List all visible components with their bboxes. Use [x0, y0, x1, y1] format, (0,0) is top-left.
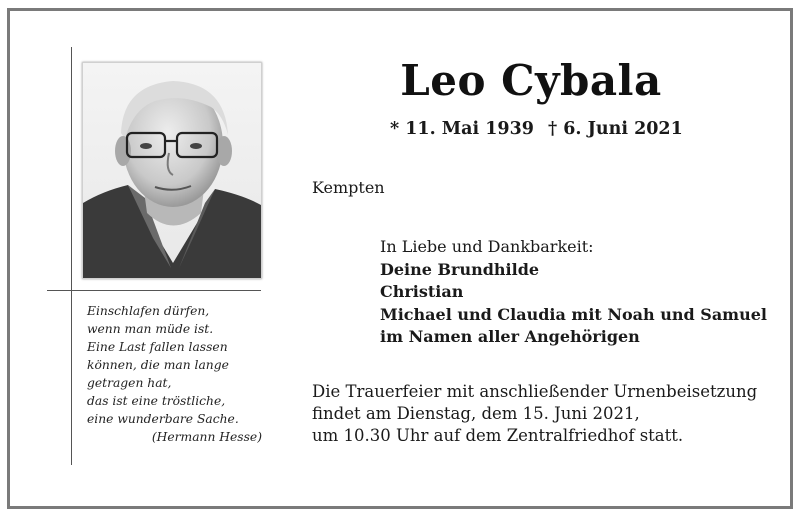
place: Kempten: [312, 178, 385, 197]
funeral-line: findet am Dienstag, dem 15. Juni 2021,: [312, 404, 640, 423]
mourner-line: Deine Brundhilde: [380, 259, 540, 279]
vertical-divider: [71, 47, 72, 465]
mourners-intro: In Liebe und Dankbarkeit:: [380, 237, 594, 256]
poem-line: getragen hat,: [87, 376, 172, 390]
poem-line: können, die man lange: [87, 358, 229, 372]
poem-line: Einschlafen dürfen,: [87, 304, 210, 318]
poem-author: (Hermann Hesse): [151, 430, 262, 444]
poem-line: eine wunderbare Sache.: [87, 412, 239, 426]
poem-line: Eine Last fallen lassen: [87, 340, 228, 354]
death-date: † 6. Juni 2021: [548, 119, 683, 139]
portrait-photo: [82, 62, 262, 279]
funeral-line: um 10.30 Uhr auf dem Zentralfriedhof statt.: [312, 426, 684, 445]
poem-line: das ist eine tröstliche,: [87, 394, 226, 408]
mourner-line: im Namen aller Angehörigen: [380, 327, 640, 346]
mourners-block: [380, 236, 767, 349]
mourner-line: Michael und Claudia mit Noah und Samuel: [380, 304, 767, 324]
mourner-line: Christian: [380, 282, 464, 301]
poem: [87, 302, 263, 446]
funeral-line: Die Trauerfeier mit anschließender Urnenbeisetzung: [312, 382, 758, 401]
horizontal-divider: [47, 290, 261, 291]
funeral-info: [312, 381, 757, 447]
birth-date: * 11. Mai 1939: [390, 119, 534, 139]
poem-line: wenn man müde ist.: [87, 322, 214, 336]
deceased-name: Leo Cybala: [400, 56, 662, 105]
